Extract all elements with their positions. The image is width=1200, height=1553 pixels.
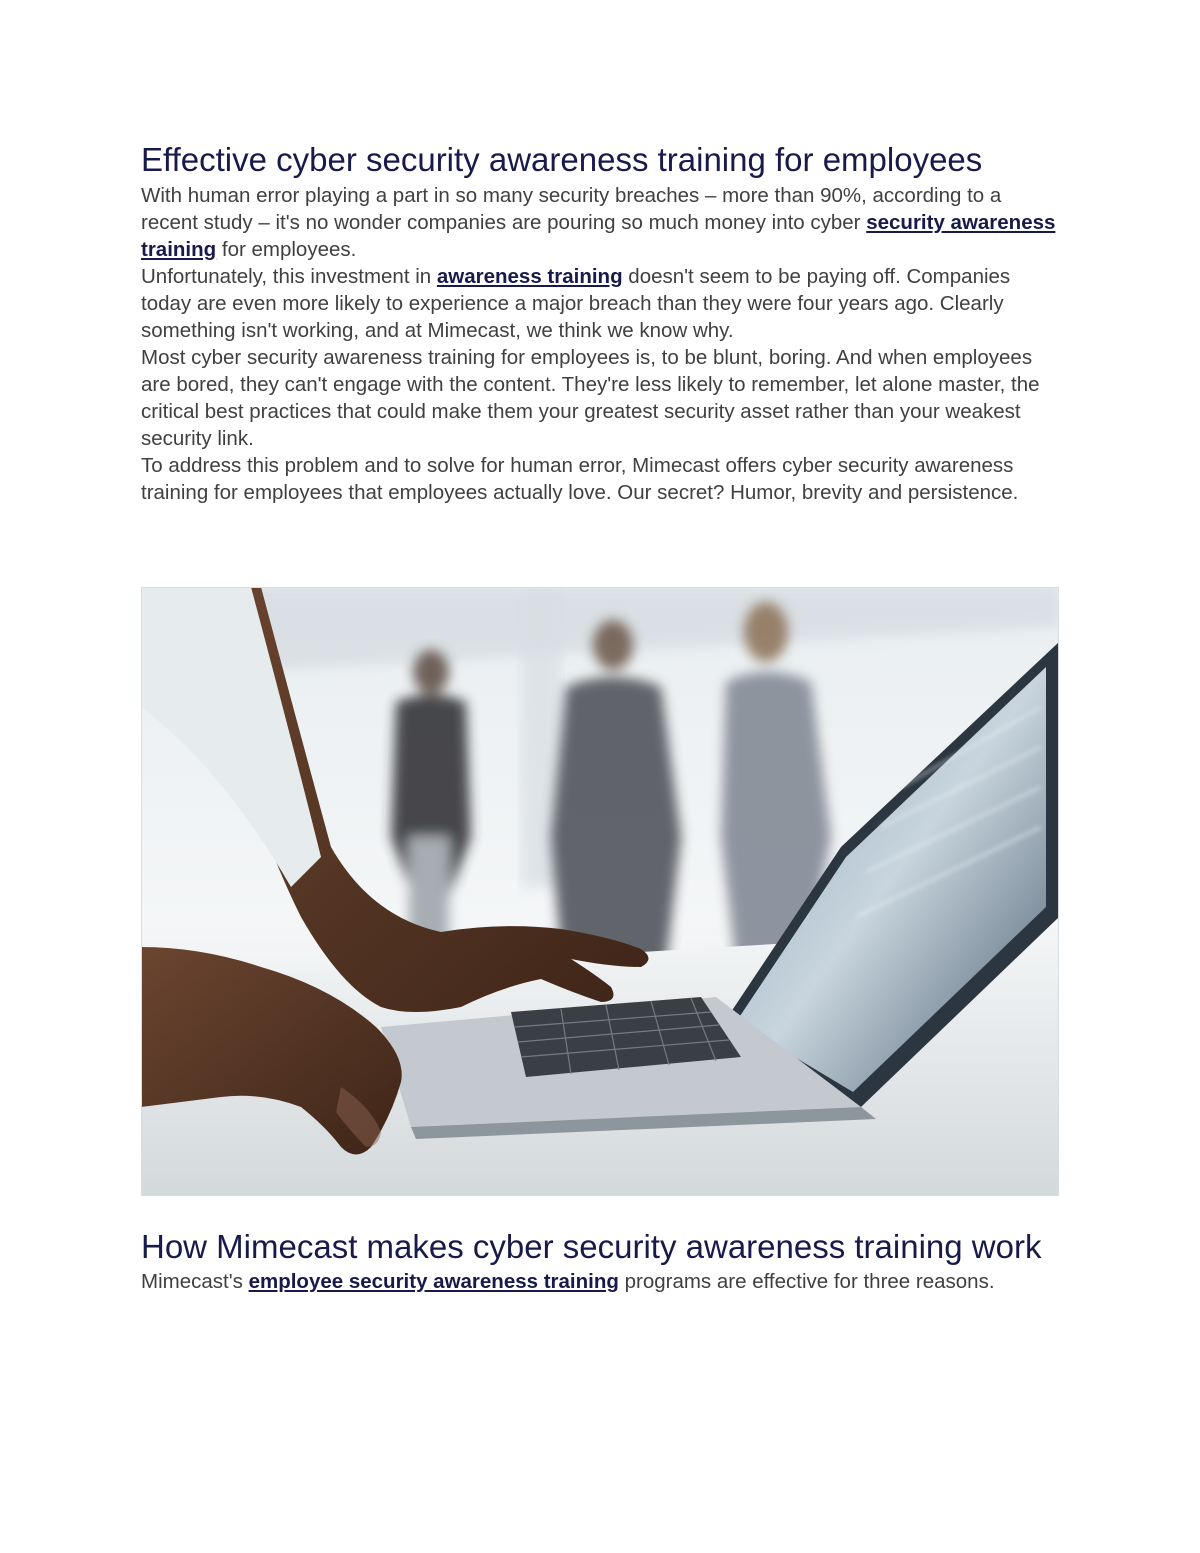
intro-text-after: for employees. bbox=[216, 238, 357, 261]
investment-paragraph bbox=[141, 263, 1061, 344]
investment-text-before: Unfortunately, this investment in bbox=[141, 265, 437, 288]
how-mimecast-section bbox=[141, 1226, 1061, 1295]
awareness-training-link[interactable]: awareness training bbox=[436, 265, 623, 288]
security-awareness-training-link[interactable]: security awareness training bbox=[141, 211, 1056, 261]
section-heading: How Mimecast makes cyber security awareness training work bbox=[141, 1228, 1042, 1265]
investment-text-after: doesn't seem to be paying off. Companies today are even more likely to experience a major breach than they were four years ago. Clearly something isn't working, and at Mimecast, we think we know why. bbox=[141, 265, 1011, 342]
mimecast-offer-paragraph: To address this problem and to solve for human error, Mimecast offers cyber security awareness training for employees that employees actually love. Our secret? Humor, brevity and persistence. bbox=[141, 454, 1019, 504]
intro-text-before: With human error playing a part in so many security breaches – more than 90%, according to a recent study – it's no wonder companies are pouring so much money into cyber bbox=[141, 184, 1002, 234]
reasons-text-before: Mimecast's bbox=[141, 1270, 249, 1293]
office-laptop-photo bbox=[141, 587, 1059, 1196]
three-reasons-paragraph bbox=[141, 1268, 1061, 1295]
article-intro bbox=[141, 138, 1061, 506]
reasons-text-after: programs are effective for three reasons. bbox=[618, 1270, 995, 1293]
intro-paragraph bbox=[141, 182, 1061, 263]
boring-training-paragraph: Most cyber security awareness training for employees is, to be blunt, boring. And when employees are bored, they can't engage with the content. They're less likely to remember, let alone master, the critical best practices that could make them your greatest security asset rather than your weakest security link. bbox=[141, 346, 1040, 450]
employee-security-awareness-training-link[interactable]: employee security awareness training bbox=[248, 1270, 619, 1293]
page-title: Effective cyber security awareness training for employees bbox=[141, 141, 983, 178]
